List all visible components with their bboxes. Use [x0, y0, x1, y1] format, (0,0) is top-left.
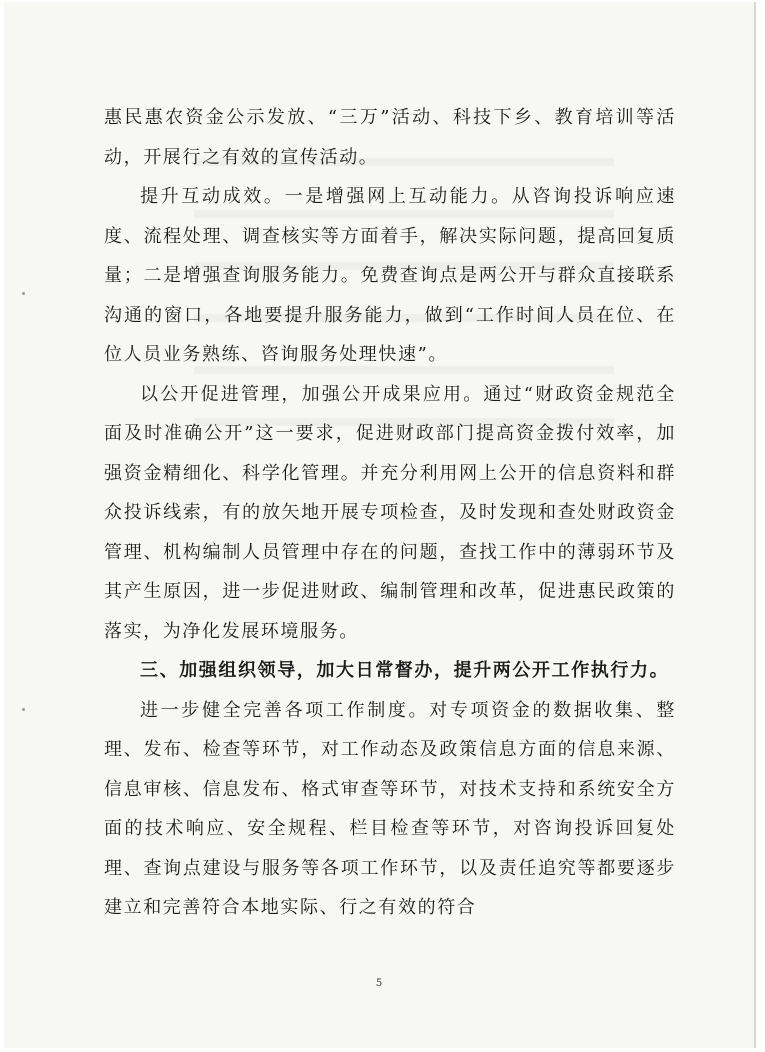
paragraph-continuation: 惠民惠农资金公示发放、“三万”活动、科技下乡、教育培训等活动，开展行之有效的宣传活动。: [104, 107, 676, 168]
body-text: [104, 98, 676, 928]
page-number: 5: [375, 978, 383, 989]
binding-hole-mark: [22, 708, 25, 711]
paragraph-interaction: 提升互动成效。一是增强网上互动能力。从咨询投诉响应速度、流程处理、调查核实等方面着手，解决实际问题，提高回复质量；二是增强查询服务能力。免费查询点是两公开与群众直接联系沟通的窗口，各地要提升服务能力，做到“工作时间人员在位、在位人员业务熟练、咨询服务处理快速”。: [104, 186, 676, 365]
section-heading-3: 三、加强组织领导，加大日常督办，提升两公开工作执行力。: [140, 660, 670, 681]
paragraph-systems: 进一步健全完善各项工作制度。对专项资金的数据收集、整理、发布、检查等环节，对工作动态及政策信息方面的信息来源、信息审核、信息发布、格式审查等环节，对技术支持和系统安全方面的技术响应、安全规程、栏目检查等环节，对咨询投诉回复处理、查询点建设与服务等各项工作环节，以及责任追究等都要逐步建立和完善符合本地实际、行之有效的符合: [104, 699, 676, 918]
paragraph-management: 以公开促进管理，加强公开成果应用。通过“财政资金规范全面及时准确公开”这一要求，促进财政部门提高资金拨付效率，加强资金精细化、科学化管理。并充分利用网上公开的信息资料和群众投诉线索，有的放矢地开展专项检查，及时发现和查处财政资金管理、机构编制人员管理中存在的问题，查找工作中的薄弱环节及其产生原因，进一步促进财政、编制管理和改革，促进惠民政策的落实，为净化发展环境服务。: [104, 383, 676, 642]
document-page: [4, 2, 756, 1048]
binding-hole-mark: [22, 292, 25, 295]
